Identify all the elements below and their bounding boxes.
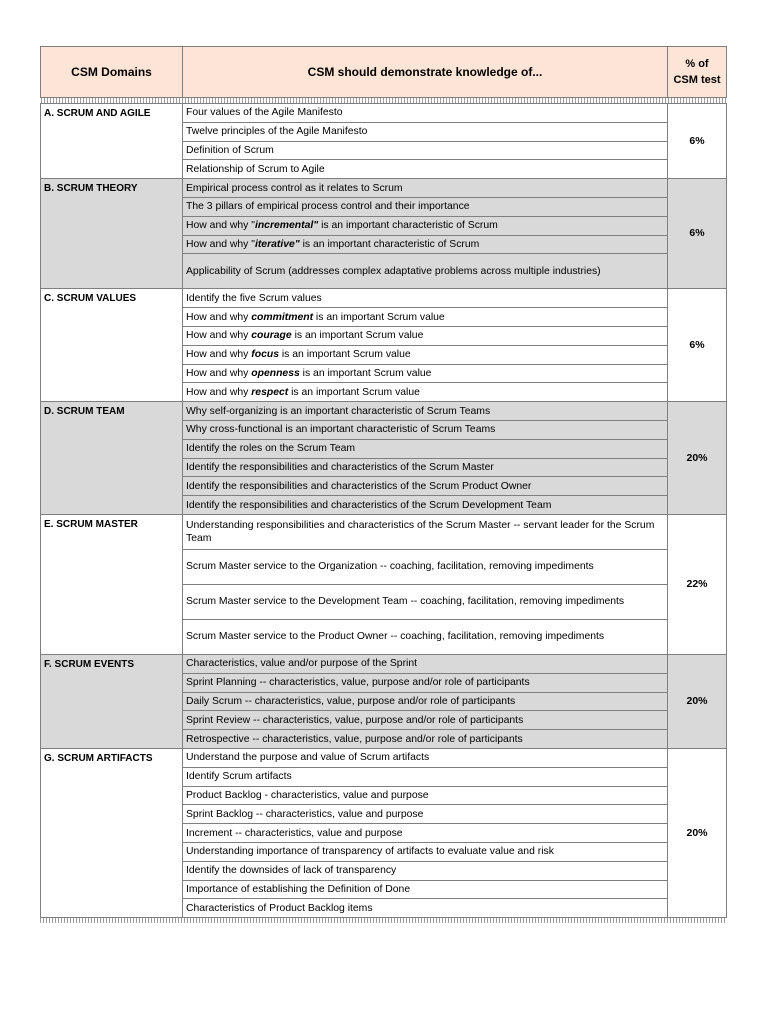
knowledge-item [183, 899, 668, 918]
item-text: Empirical process control as it relates to Scrum [186, 182, 403, 194]
domain-section [41, 402, 727, 515]
item-text: Identify the responsibilities and characteristics of the Scrum Development Team [186, 499, 552, 511]
knowledge-item [183, 824, 668, 843]
domain-name: F. SCRUM EVENTS [41, 654, 183, 748]
emphasized-term: iterative" [254, 238, 300, 250]
item-text: The 3 pillars of empirical process control and their importance [186, 201, 470, 213]
item-text: How and why [186, 349, 252, 361]
percent-of-test: 22% [668, 514, 727, 654]
knowledge-item [183, 786, 668, 805]
table-row [41, 104, 727, 123]
knowledge-item [183, 235, 668, 254]
knowledge-item [183, 420, 668, 439]
item-text: Identify Scrum artifacts [186, 771, 292, 783]
item-text: Retrospective -- characteristics, value, purpose and/or role of participants [186, 733, 523, 745]
item-text: Sprint Backlog -- characteristics, value and purpose [186, 808, 424, 820]
item-text: Understanding importance of transparency of artifacts to evaluate value and risk [186, 846, 554, 858]
item-text: How and why " [186, 220, 255, 232]
table-row [41, 402, 727, 421]
knowledge-item [183, 458, 668, 477]
item-text: Characteristics of Product Backlog items [186, 902, 373, 914]
table-row [41, 289, 727, 308]
knowledge-item [183, 730, 668, 749]
emphasized-term: courage [251, 330, 292, 342]
item-text: Identify the roles on the Scrum Team [186, 443, 356, 455]
domain-section [41, 654, 727, 748]
item-text: Characteristics, value and/or purpose of the Sprint [186, 658, 418, 670]
knowledge-item [183, 477, 668, 496]
knowledge-item [183, 402, 668, 421]
item-text: is an important Scrum value [313, 311, 445, 323]
knowledge-item [183, 549, 668, 584]
domain-section [41, 179, 727, 289]
knowledge-item [183, 383, 668, 402]
item-text: is an important Scrum value [288, 386, 420, 398]
item-text: Relationship of Scrum to Agile [186, 163, 325, 175]
item-text: Twelve principles of the Agile Manifesto [186, 126, 368, 138]
knowledge-item [183, 160, 668, 179]
header-domains: CSM Domains [41, 47, 183, 98]
percent-of-test: 6% [668, 104, 727, 179]
percent-of-test: 20% [668, 748, 727, 917]
knowledge-item [183, 104, 668, 123]
header-percent [668, 47, 727, 98]
table-row [41, 748, 727, 767]
knowledge-item [183, 141, 668, 160]
knowledge-item [183, 496, 668, 515]
item-text: Importance of establishing the Definition of Done [186, 883, 411, 895]
percent-of-test: 20% [668, 654, 727, 748]
item-text: How and why " [186, 238, 255, 250]
item-text: Understand the purpose and value of Scrum artifacts [186, 752, 430, 764]
knowledge-item [183, 122, 668, 141]
knowledge-item [183, 692, 668, 711]
item-text: How and why [186, 311, 252, 323]
percent-of-test: 20% [668, 402, 727, 515]
item-text: Four values of the Agile Manifesto [186, 107, 343, 119]
csm-domains-table [40, 46, 727, 918]
item-text: Scrum Master service to the Product Owner -- coaching, facilitation, removing impediments [186, 631, 605, 643]
knowledge-item [183, 254, 668, 289]
domain-name: D. SCRUM TEAM [41, 402, 183, 515]
domain-name: B. SCRUM THEORY [41, 179, 183, 289]
knowledge-item [183, 880, 668, 899]
knowledge-item [183, 619, 668, 654]
item-text: Why cross-functional is an important characteristic of Scrum Teams [186, 424, 496, 436]
percent-of-test: 6% [668, 179, 727, 289]
knowledge-item [183, 289, 668, 308]
domain-section [41, 289, 727, 402]
item-text: Scrum Master service to the Organization -- coaching, facilitation, removing impediments [186, 561, 594, 573]
knowledge-item [183, 673, 668, 692]
domain-name: G. SCRUM ARTIFACTS [41, 748, 183, 917]
item-text: Identify the responsibilities and characteristics of the Scrum Product Owner [186, 480, 532, 492]
knowledge-item [183, 216, 668, 235]
item-text: How and why [186, 386, 252, 398]
knowledge-item [183, 439, 668, 458]
knowledge-item [183, 805, 668, 824]
knowledge-item [183, 514, 668, 549]
bottom-divider [40, 918, 726, 923]
knowledge-item [183, 584, 668, 619]
knowledge-item [183, 861, 668, 880]
csm-domains-document [40, 46, 726, 918]
item-text: Why self-organizing is an important characteristic of Scrum Teams [186, 405, 491, 417]
domain-name: A. SCRUM AND AGILE [41, 104, 183, 179]
emphasized-term: openness [251, 367, 300, 379]
header-percent-line2: CSM test [673, 74, 721, 86]
item-text: Applicability of Scrum (addresses complex adaptative problems across multiple industries) [186, 265, 601, 277]
domain-name: C. SCRUM VALUES [41, 289, 183, 402]
item-text: Sprint Review -- characteristics, value, purpose and/or role of participants [186, 714, 524, 726]
knowledge-item [183, 842, 668, 861]
table-header [41, 47, 727, 104]
emphasized-term: focus [251, 349, 279, 361]
item-text: Increment -- characteristics, value and purpose [186, 827, 403, 839]
emphasized-term: commitment [251, 311, 314, 323]
knowledge-item [183, 308, 668, 327]
item-text: Understanding responsibilities and characteristics of the Scrum Master -- servant leader for the Scrum Team [186, 519, 655, 544]
knowledge-item [183, 179, 668, 198]
table-row [41, 179, 727, 198]
item-text: How and why [186, 367, 252, 379]
item-text: is an important Scrum value [299, 367, 432, 379]
emphasized-term: respect [251, 386, 289, 398]
item-text: Scrum Master service to the Development Team -- coaching, facilitation, removing impediments [186, 596, 625, 608]
knowledge-item [183, 364, 668, 383]
knowledge-item [183, 345, 668, 364]
item-text: is an important characteristic of Scrum [299, 238, 480, 250]
table-row [41, 514, 727, 549]
item-text: Definition of Scrum [186, 144, 274, 156]
knowledge-item [183, 711, 668, 730]
table-row [41, 654, 727, 673]
item-text: Identify the five Scrum values [186, 292, 322, 304]
header-knowledge: CSM should demonstrate knowledge of... [183, 47, 668, 98]
knowledge-item [183, 748, 668, 767]
item-text: How and why [186, 330, 252, 342]
item-text: is an important characteristic of Scrum [318, 220, 498, 232]
item-text: is an important Scrum value [278, 349, 411, 361]
item-text: Daily Scrum -- characteristics, value, purpose and/or role of participants [186, 695, 516, 707]
emphasized-term: incremental" [254, 220, 319, 232]
item-text: is an important Scrum value [291, 330, 424, 342]
percent-of-test: 6% [668, 289, 727, 402]
domain-section [41, 104, 727, 179]
item-text: Sprint Planning -- characteristics, value, purpose and/or role of participants [186, 677, 530, 689]
item-text: Identify the responsibilities and characteristics of the Scrum Master [186, 461, 494, 473]
knowledge-item [183, 767, 668, 786]
domain-section [41, 748, 727, 917]
item-text: Identify the downsides of lack of transparency [186, 865, 397, 877]
header-percent-line1: % of [685, 58, 709, 70]
knowledge-item [183, 654, 668, 673]
knowledge-item [183, 326, 668, 345]
domain-section [41, 514, 727, 654]
item-text: Product Backlog - characteristics, value and purpose [186, 789, 429, 801]
knowledge-item [183, 197, 668, 216]
domain-name: E. SCRUM MASTER [41, 514, 183, 654]
